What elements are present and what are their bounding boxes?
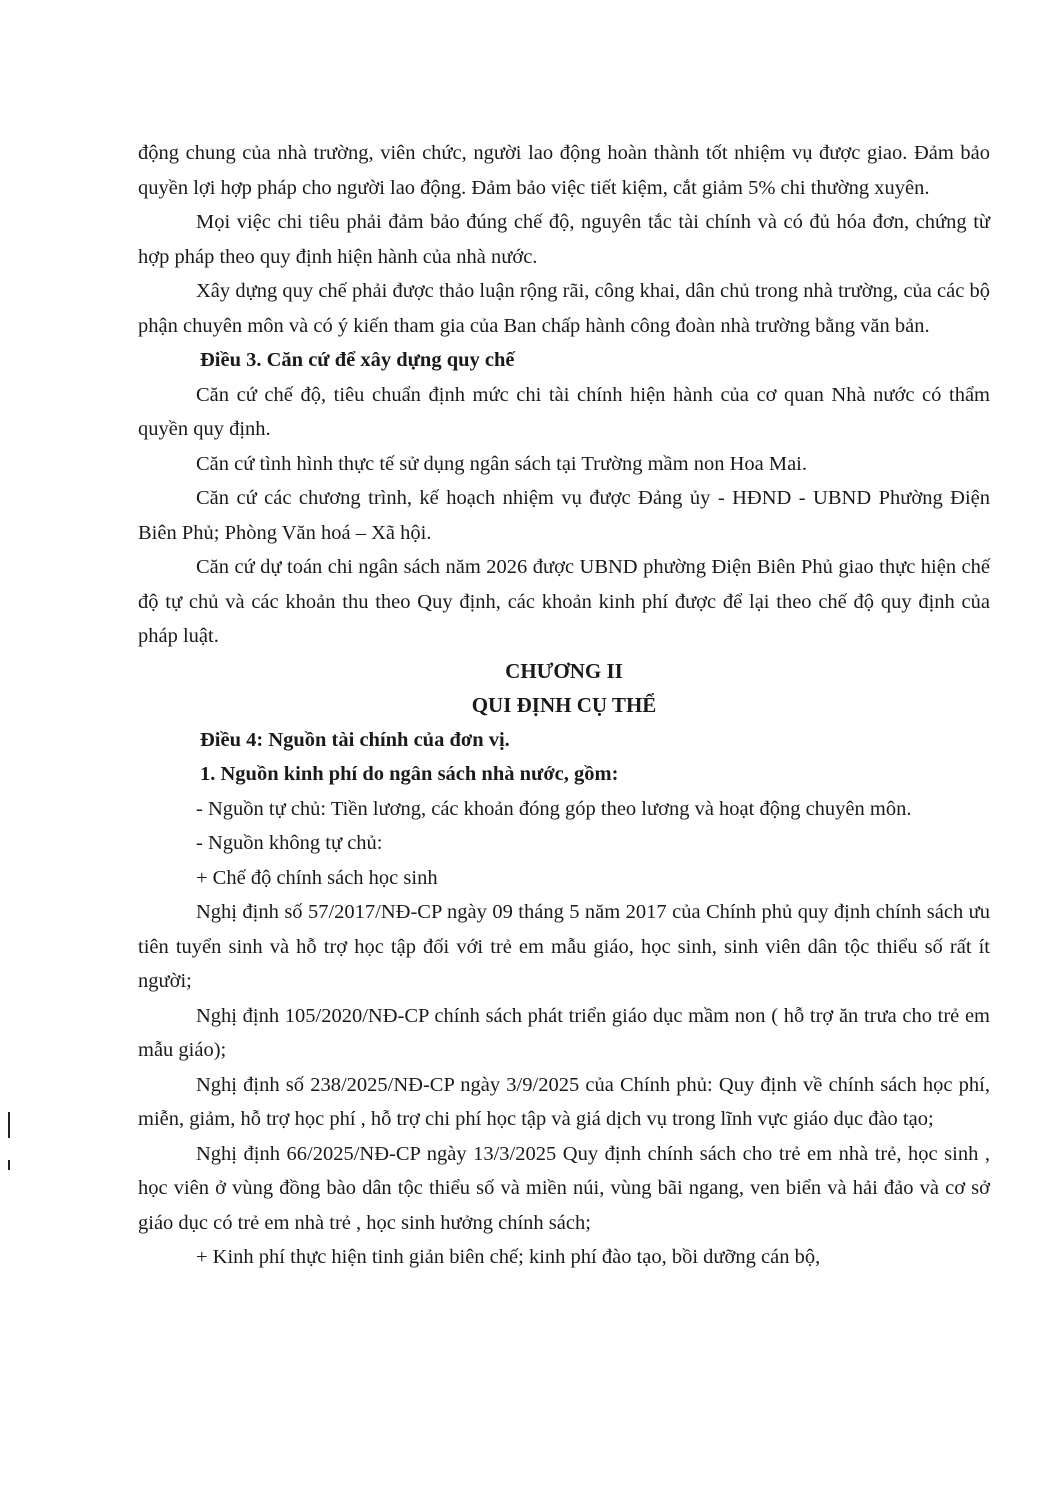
article-3-paragraph: Căn cứ tình hình thực tế sử dụng ngân sách tại Trường mầm non Hoa Mai. xyxy=(196,452,807,475)
article-4-item: Nghị định số 57/2017/NĐ-CP ngày 09 tháng 5 năm 2017 của Chính phủ quy định chính sách ưu tiên tuyển sinh và hỗ trợ học tập đối với trẻ em mẫu giáo, học sinh, sinh viên dân tộc thiểu số rất ít người; xyxy=(138,901,990,992)
article-4-item: + Chế độ chính sách học sinh xyxy=(196,866,438,889)
article-4-item: - Nguồn tự chủ: Tiền lương, các khoản đóng góp theo lương và hoạt động chuyên môn. xyxy=(196,797,912,820)
chapter-title: QUI ĐỊNH CỤ THỂ xyxy=(471,693,657,717)
intro-paragraph: động chung của nhà trường, viên chức, người lao động hoàn thành tốt nhiệm vụ được giao. Đảm bảo quyền lợi hợp pháp cho người lao động. Đảm bảo việc tiết kiệm, cắt giảm 5% chi thường xuyên. xyxy=(138,142,990,199)
scan-margin-mark xyxy=(8,1160,10,1170)
article-4-heading: Điều 4: Nguồn tài chính của đơn vị. xyxy=(200,728,510,751)
article-4-item: Nghị định số 238/2025/NĐ-CP ngày 3/9/2025 của Chính phủ: Quy định về chính sách học phí, miễn, giảm, hỗ trợ học phí , hỗ trợ chi phí học tập và giá dịch vụ trong lĩnh vực giáo dục đào tạo; xyxy=(138,1073,990,1130)
article-4-item: Nghị định 105/2020/NĐ-CP chính sách phát triển giáo dục mầm non ( hỗ trợ ăn trưa cho trẻ em mẫu giáo); xyxy=(138,1004,990,1061)
article-3-heading: Điều 3. Căn cứ để xây dựng quy chế xyxy=(200,349,515,371)
document-body xyxy=(138,136,990,1275)
article-4-item: Nghị định 66/2025/NĐ-CP ngày 13/3/2025 Quy định chính sách cho trẻ em nhà trẻ, học sinh , học viên ở vùng đồng bào dân tộc thiểu số và miền núi, vùng bãi ngang, ven biển và hải đảo và cơ sở giáo dục có trẻ em nhà trẻ , học sinh hưởng chính sách; xyxy=(138,1142,990,1234)
article-4-item: - Nguồn không tự chủ: xyxy=(196,832,383,854)
article-4-item: + Kinh phí thực hiện tinh giản biên chế; kinh phí đào tạo, bồi dưỡng cán bộ, xyxy=(196,1246,821,1268)
article-3-paragraph: Căn cứ dự toán chi ngân sách năm 2026 được UBND phường Điện Biên Phủ giao thực hiện chế độ tự chủ và các khoản thu theo Quy định, các khoản kinh phí được để lại theo chế độ quy định của pháp luật. xyxy=(138,556,990,647)
intro-paragraph: Xây dựng quy chế phải được thảo luận rộng rãi, công khai, dân chủ trong nhà trường, của các bộ phận chuyên môn và có ý kiến tham gia của Ban chấp hành công đoàn nhà trường bằng văn bản. xyxy=(138,280,990,337)
article-3-paragraph: Căn cứ các chương trình, kế hoạch nhiệm vụ được Đảng ủy - HĐND - UBND Phường Điện Biên Phủ; Phòng Văn hoá – Xã hội. xyxy=(138,487,990,544)
article-3-paragraph: Căn cứ chế độ, tiêu chuẩn định mức chi tài chính hiện hành của cơ quan Nhà nước có thẩm quyền quy định. xyxy=(138,383,990,440)
article-4-subheading: 1. Nguồn kinh phí do ngân sách nhà nước, gồm: xyxy=(200,763,619,785)
scan-margin-mark xyxy=(8,1112,10,1138)
intro-paragraph: Mọi việc chi tiêu phải đảm bảo đúng chế độ, nguyên tắc tài chính và có đủ hóa đơn, chứng từ hợp pháp theo quy định hiện hành của nhà nước. xyxy=(138,211,990,268)
chapter-number: CHƯƠNG II xyxy=(505,658,623,683)
